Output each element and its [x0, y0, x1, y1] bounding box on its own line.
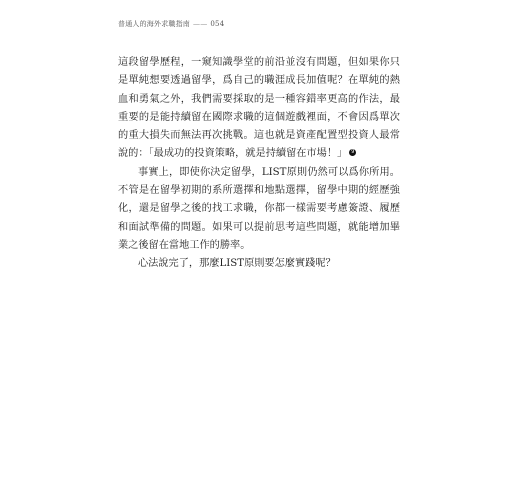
paragraph-1 — [118, 54, 400, 164]
page-number: 054 — [210, 20, 225, 28]
paragraph-2: 事實上，即使你決定留學，LIST原則仍然可以爲你所用。不管是在留學初期的系所選擇和地點選擇，留學中期的經歷強化，還是留學之後的找工求職，你都一樣需要考慮簽證、履歷和面試準備的問題。如果可以提前思考這些問題，就能增加畢業之後留在當地工作的勝率。 — [118, 166, 400, 251]
footnote-marker[interactable]: 9 — [351, 149, 355, 156]
book-title: 普通人的海外求職指南 — [118, 20, 190, 28]
paragraph-1-text: 這段留學歷程，一窺知識學堂的前沿並沒有問題，但如果你只是單純想要透過留學，爲自己的職涯成長加值呢？在單純的熱血和勇氣之外，我們需要採取的是一種容錯率更高的作法，最重要的是能持續留在國際求職的這個遊戲裡面，不會因爲單次的重大損失而無法再次挑戰。這也就是資產配置型投資人最常說的：「最成功的投資策略，就是持續留在市場！」 — [118, 57, 400, 160]
header-separator: —— — [193, 20, 208, 28]
paragraph-3: 心法說完了，那麼LIST原則要怎麼實踐呢？ — [138, 258, 336, 270]
running-header — [118, 19, 224, 29]
page-body — [118, 54, 400, 274]
